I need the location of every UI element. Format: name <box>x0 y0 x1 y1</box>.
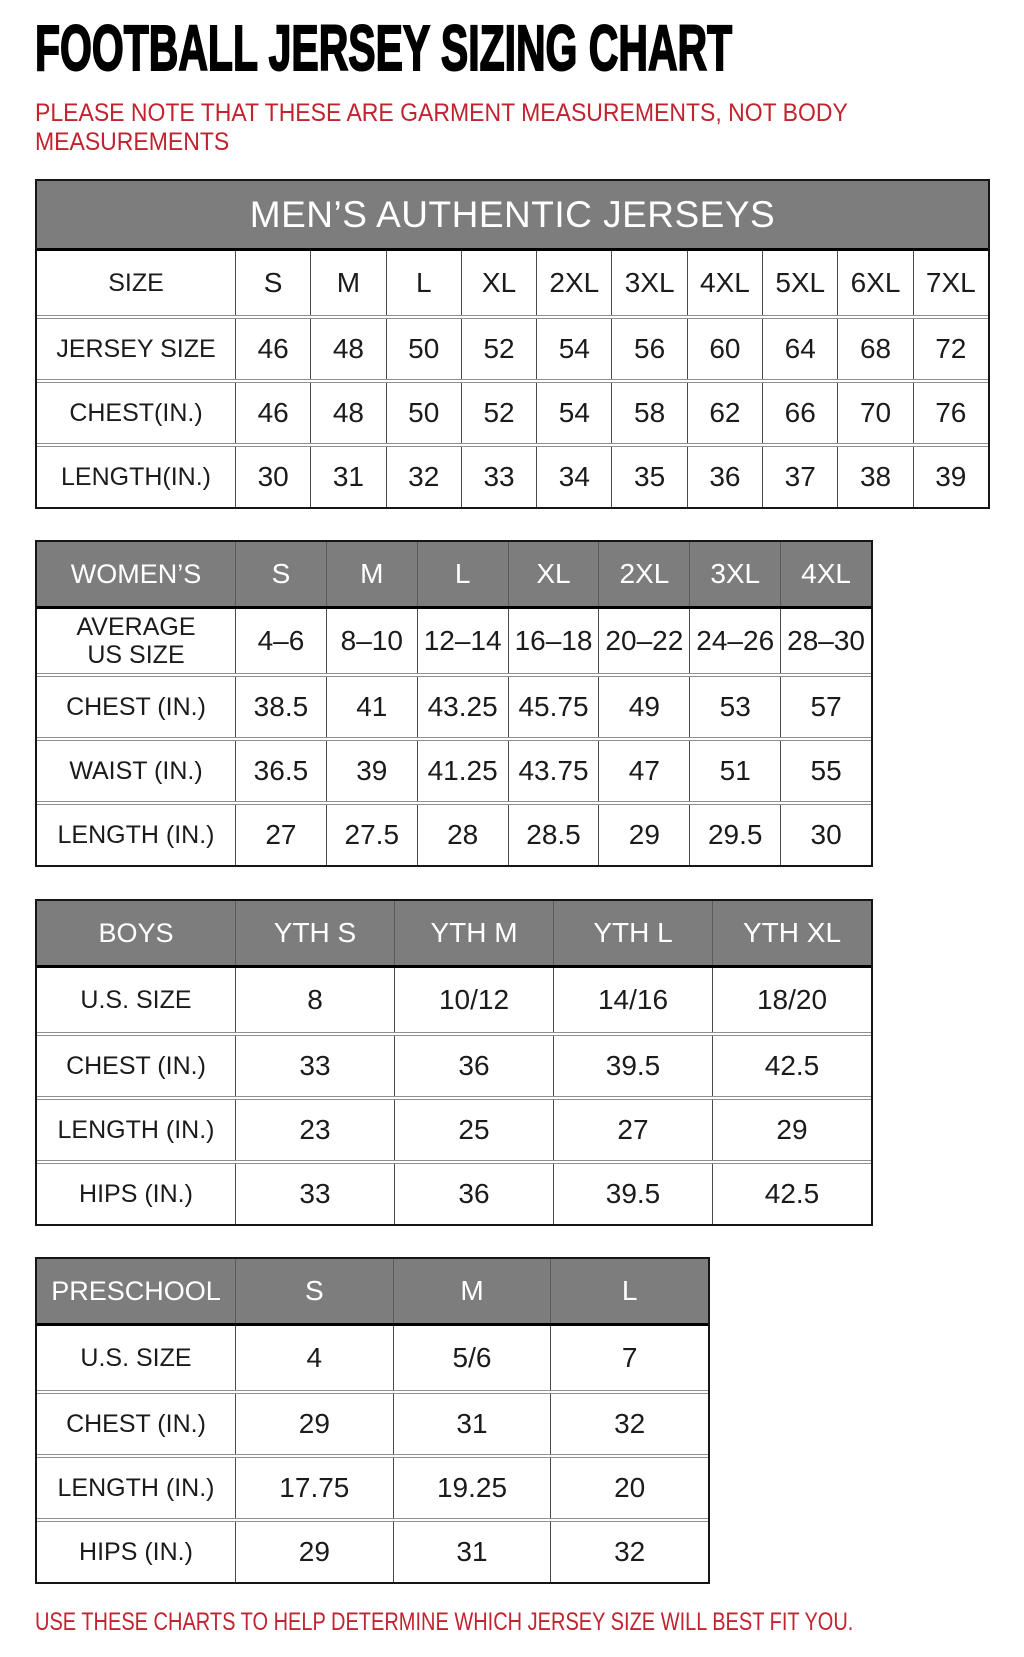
size-cell: L <box>386 251 461 315</box>
size-cell: 6XL <box>837 251 912 315</box>
size-cell: 54 <box>536 319 611 379</box>
size-cell: 53 <box>689 677 780 737</box>
size-cell: 19.25 <box>393 1458 551 1518</box>
row-label: HIPS (IN.) <box>79 1537 193 1566</box>
header-column: 4XL <box>780 542 871 606</box>
size-cell: 56 <box>611 319 686 379</box>
label-line: AVERAGE <box>76 612 196 641</box>
size-cell: 39.5 <box>553 1036 712 1096</box>
size-cell: 36 <box>394 1036 553 1096</box>
size-cell: 20–22 <box>598 609 689 673</box>
size-cell: 8 <box>235 968 394 1032</box>
table-boys <box>35 899 873 1226</box>
row-label: JERSEY SIZE <box>56 334 216 363</box>
size-cell: 27 <box>235 805 326 865</box>
size-cell: 72 <box>913 319 988 379</box>
size-cell: 32 <box>550 1522 708 1582</box>
size-cell: 43.75 <box>508 741 599 801</box>
size-cell: 4 <box>235 1326 393 1390</box>
size-cell: 7XL <box>913 251 988 315</box>
size-cell: 31 <box>393 1522 551 1582</box>
tables-container <box>35 179 1024 1584</box>
size-cell: 39 <box>913 447 988 507</box>
size-cell: 50 <box>386 319 461 379</box>
size-cell: 23 <box>235 1100 394 1160</box>
header-column: 3XL <box>689 542 780 606</box>
size-cell: XL <box>461 251 536 315</box>
size-cell: 43.25 <box>417 677 508 737</box>
size-cell: 48 <box>310 383 385 443</box>
size-cell: 27 <box>553 1100 712 1160</box>
note-line: PLEASE NOTE THAT THESE ARE GARMENT MEASUREMENTS, NOT BODY <box>35 99 848 128</box>
size-cell: 25 <box>394 1100 553 1160</box>
size-cell: 41.25 <box>417 741 508 801</box>
header-column: S <box>235 1259 393 1323</box>
size-cell: 64 <box>762 319 837 379</box>
size-cell: 58 <box>611 383 686 443</box>
size-cell: S <box>235 251 310 315</box>
table-row <box>37 609 871 673</box>
size-cell: 28.5 <box>508 805 599 865</box>
header-column: YTH L <box>553 901 712 965</box>
size-cell: 50 <box>386 383 461 443</box>
header-column: S <box>235 542 326 606</box>
row-label: LENGTH (IN.) <box>57 1473 215 1502</box>
table-row <box>37 1326 708 1390</box>
size-cell: 49 <box>598 677 689 737</box>
size-cell: 10/12 <box>394 968 553 1032</box>
row-label: LENGTH (IN.) <box>57 1115 215 1144</box>
footer-note: USE THESE CHARTS TO HELP DETERMINE WHICH JERSEY SIZE WILL BEST FIT YOU. <box>35 1608 854 1637</box>
header-column: XL <box>508 542 599 606</box>
table-row <box>37 968 871 1032</box>
header-label: WOMEN’S <box>70 558 202 589</box>
size-cell: 24–26 <box>689 609 780 673</box>
size-cell: 33 <box>235 1036 394 1096</box>
size-cell: 14/16 <box>553 968 712 1032</box>
size-cell: 47 <box>598 741 689 801</box>
size-cell: 4XL <box>687 251 762 315</box>
table-row <box>37 315 988 379</box>
size-cell: 2XL <box>536 251 611 315</box>
table-header-row <box>37 901 871 968</box>
size-cell: 48 <box>310 319 385 379</box>
size-cell: 35 <box>611 447 686 507</box>
size-cell: 57 <box>780 677 871 737</box>
size-cell: 28 <box>417 805 508 865</box>
size-cell: 30 <box>235 447 310 507</box>
header-column: YTH M <box>394 901 553 965</box>
table-row <box>37 801 871 865</box>
size-cell: 39.5 <box>553 1164 712 1224</box>
table-header-row <box>37 542 871 609</box>
size-cell: 51 <box>689 741 780 801</box>
size-cell: 46 <box>235 383 310 443</box>
size-cell: 4–6 <box>235 609 326 673</box>
table-row <box>37 1032 871 1096</box>
size-cell: 46 <box>235 319 310 379</box>
size-cell: 29 <box>235 1522 393 1582</box>
size-cell: 52 <box>461 383 536 443</box>
size-cell: 33 <box>235 1164 394 1224</box>
size-cell: 36.5 <box>235 741 326 801</box>
row-label: CHEST (IN.) <box>66 692 206 721</box>
size-cell: 33 <box>461 447 536 507</box>
row-label: WAIST (IN.) <box>69 756 203 785</box>
row-label: CHEST(IN.) <box>69 398 203 427</box>
table-row <box>37 1160 871 1224</box>
size-cell: 12–14 <box>417 609 508 673</box>
row-label: LENGTH(IN.) <box>61 462 211 491</box>
header-column: YTH XL <box>712 901 871 965</box>
page-title: FOOTBALL JERSEY SIZING CHART <box>35 12 733 84</box>
size-cell: 76 <box>913 383 988 443</box>
size-cell: 30 <box>780 805 871 865</box>
table-banner: MEN’S AUTHENTIC JERSEYS <box>37 181 988 251</box>
size-cell: 3XL <box>611 251 686 315</box>
size-cell: 31 <box>393 1394 551 1454</box>
size-cell: 66 <box>762 383 837 443</box>
table-row <box>37 251 988 315</box>
header-label: PRESCHOOL <box>51 1275 221 1306</box>
size-cell: 28–30 <box>780 609 871 673</box>
size-cell: 17.75 <box>235 1458 393 1518</box>
row-label: SIZE <box>108 268 164 297</box>
size-cell: 29 <box>598 805 689 865</box>
table-row <box>37 1518 708 1582</box>
size-cell: 41 <box>326 677 417 737</box>
size-cell: 32 <box>550 1394 708 1454</box>
size-cell: 36 <box>394 1164 553 1224</box>
size-cell: 31 <box>310 447 385 507</box>
size-cell: 55 <box>780 741 871 801</box>
note-line: MEASUREMENTS <box>35 128 230 157</box>
table-row <box>37 1454 708 1518</box>
size-cell: 38 <box>837 447 912 507</box>
header-label: BOYS <box>98 917 174 948</box>
size-cell: 54 <box>536 383 611 443</box>
table-row <box>37 673 871 737</box>
table-preschool <box>35 1257 710 1584</box>
garment-measurements-note <box>35 99 1024 157</box>
header-column: M <box>326 542 417 606</box>
table-row <box>37 443 988 507</box>
row-label: U.S. SIZE <box>80 985 192 1014</box>
size-cell: 34 <box>536 447 611 507</box>
table-row <box>37 1096 871 1160</box>
size-cell: 5/6 <box>393 1326 551 1390</box>
table-row <box>37 737 871 801</box>
header-column: L <box>417 542 508 606</box>
row-label: LENGTH (IN.) <box>57 820 215 849</box>
size-cell: 39 <box>326 741 417 801</box>
size-cell: 42.5 <box>712 1164 871 1224</box>
header-column: M <box>393 1259 551 1323</box>
table-row <box>37 1390 708 1454</box>
table-mens <box>35 179 990 509</box>
size-cell: 37 <box>762 447 837 507</box>
size-cell: 32 <box>386 447 461 507</box>
row-label: CHEST (IN.) <box>66 1051 206 1080</box>
size-cell: 36 <box>687 447 762 507</box>
size-cell: 60 <box>687 319 762 379</box>
size-cell: 62 <box>687 383 762 443</box>
size-cell: 8–10 <box>326 609 417 673</box>
table-womens <box>35 540 873 867</box>
table-row <box>37 379 988 443</box>
row-label <box>37 609 235 673</box>
header-column: YTH S <box>235 901 394 965</box>
table-header-row <box>37 1259 708 1326</box>
header-column: L <box>550 1259 708 1323</box>
header-column: 2XL <box>598 542 689 606</box>
row-label: HIPS (IN.) <box>79 1179 193 1208</box>
size-cell: 27.5 <box>326 805 417 865</box>
size-cell: 68 <box>837 319 912 379</box>
size-cell: 20 <box>550 1458 708 1518</box>
row-label: U.S. SIZE <box>80 1343 192 1372</box>
size-cell: 70 <box>837 383 912 443</box>
size-cell: 38.5 <box>235 677 326 737</box>
size-cell: 29.5 <box>689 805 780 865</box>
row-label: CHEST (IN.) <box>66 1409 206 1438</box>
size-cell: 29 <box>235 1394 393 1454</box>
label-line: US SIZE <box>87 641 185 670</box>
size-cell: 29 <box>712 1100 871 1160</box>
size-cell: 16–18 <box>508 609 599 673</box>
size-cell: 42.5 <box>712 1036 871 1096</box>
size-cell: 5XL <box>762 251 837 315</box>
size-cell: 18/20 <box>712 968 871 1032</box>
size-cell: M <box>310 251 385 315</box>
size-cell: 52 <box>461 319 536 379</box>
size-cell: 7 <box>550 1326 708 1390</box>
size-cell: 45.75 <box>508 677 599 737</box>
